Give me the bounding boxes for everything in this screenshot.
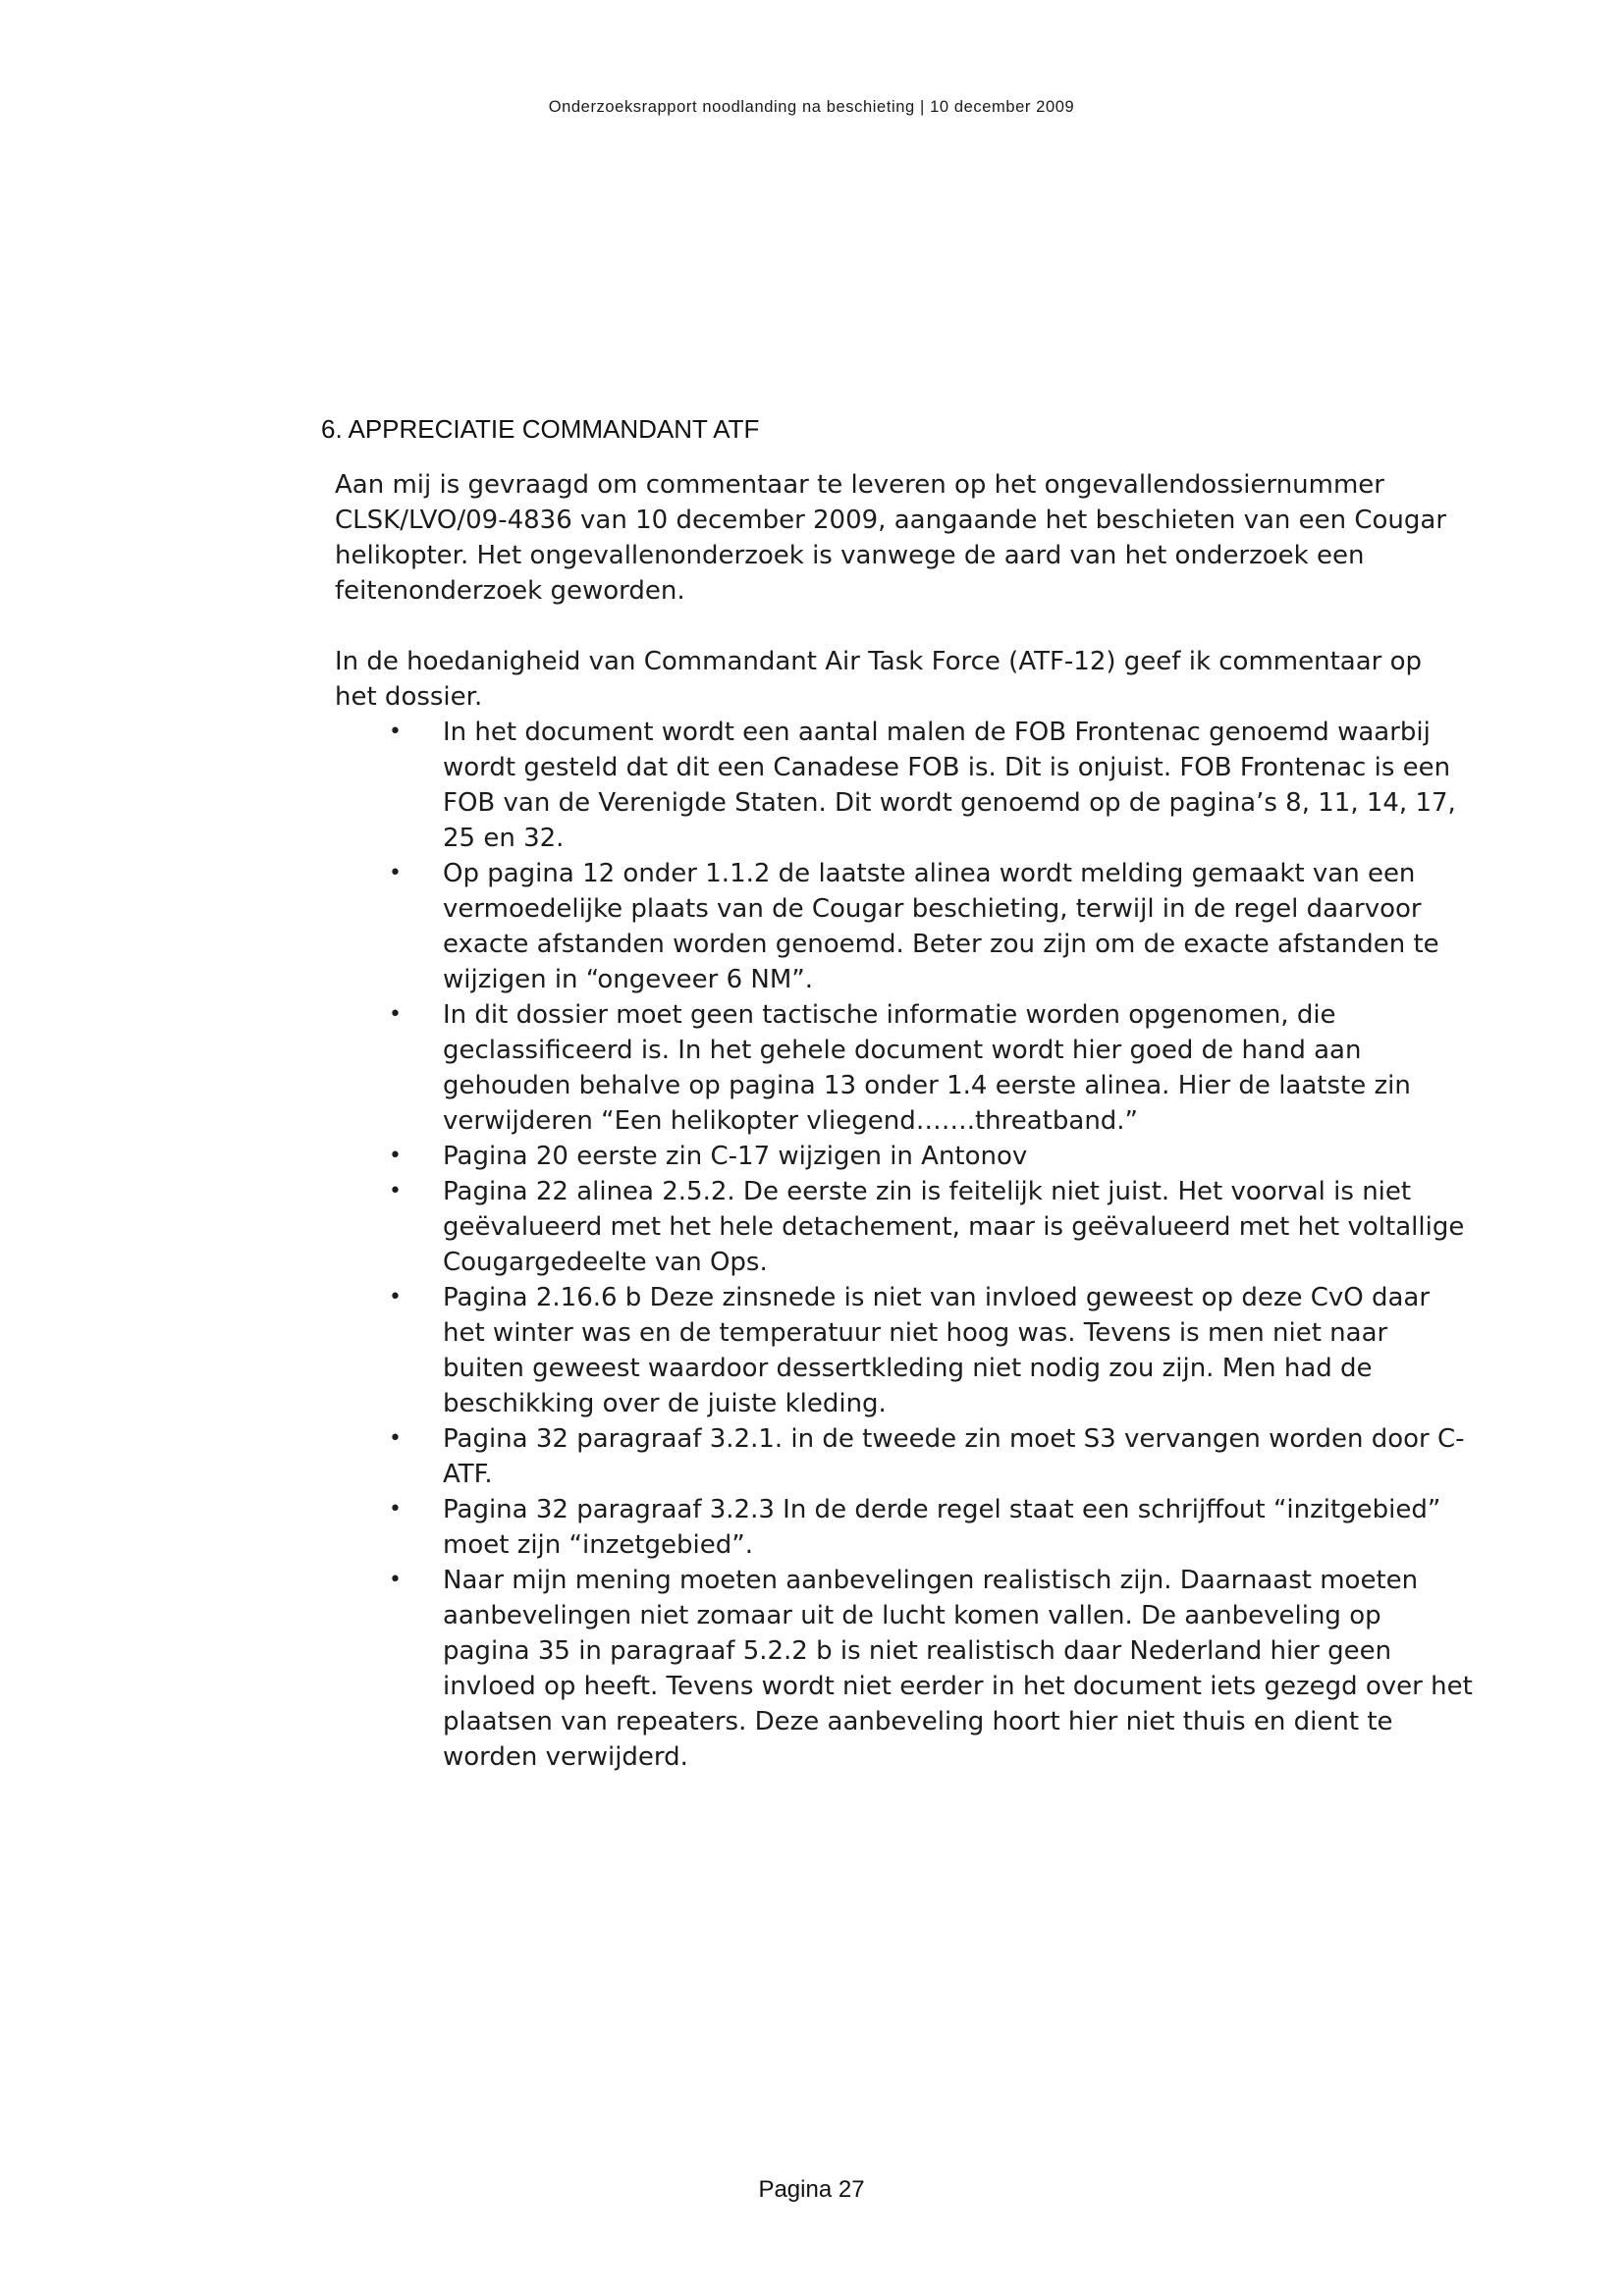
section-heading: 6. APPRECIATIE COMMANDANT ATF	[321, 414, 760, 444]
list-item-text: In het document wordt een aantal malen de FOB Frontenac genoemd waarbij wordt gesteld dat dit een Canadese FOB is. Dit is onjuist. FOB Frontenac is een FOB van de Verenigde Staten. Dit wordt genoemd op de pagina’s 8, 11, 14, 17, 25 en 32.	[443, 718, 1456, 853]
bullet-icon: •	[389, 1144, 402, 1168]
list-item	[335, 1139, 1474, 1174]
list-item	[335, 1563, 1474, 1775]
intro-paragraph: Aan mij is gevraagd om commentaar te leveren op het ongevallendossiernummer CLSK/LVO/09-4836 van 10 december 2009, aangaande het beschieten van een Cougar helikopter. Het ongevallenonderzoek is vanwege de aard van het onderzoek een feitenonderzoek geworden.	[335, 470, 1447, 606]
bullet-icon: •	[389, 1426, 402, 1451]
list-item	[335, 1174, 1474, 1280]
comment-list	[335, 715, 1474, 1775]
list-item	[335, 1280, 1474, 1421]
running-header: Onderzoeksrapport noodlanding na beschieting | 10 december 2009	[548, 98, 1075, 116]
list-item	[335, 1421, 1474, 1492]
list-item	[335, 856, 1474, 997]
list-item-text: Op pagina 12 onder 1.1.2 de laatste alinea wordt melding gemaakt van een vermoedelijke plaats van de Cougar beschieting, terwijl in de regel daarvoor exacte afstanden worden genoemd. Beter zou zijn om de exacte afstanden te wijzigen in “ongeveer 6 NM”.	[443, 859, 1439, 994]
page-number: Pagina 27	[758, 2176, 865, 2203]
context-paragraph: In de hoedanigheid van Commandant Air Task Force (ATF-12) geef ik commentaar op het dossier.	[335, 647, 1423, 712]
list-item-text: In dit dossier moet geen tactische informatie worden opgenomen, die geclassificeerd is. In het gehele document wordt hier goed de hand aan gehouden behalve op pagina 13 onder 1.4 eerste alinea. Hier de laatste zin verwijderen “Een helikopter vliegend…….threatband.”	[443, 1000, 1411, 1136]
list-item	[335, 997, 1474, 1139]
list-item-text: Pagina 22 alinea 2.5.2. De eerste zin is feitelijk niet juist. Het voorval is niet geëvalueerd met het hele detachement, maar is geëvalueerd met het voltallige Cougargedeelte van Ops.	[443, 1177, 1465, 1277]
bullet-icon: •	[389, 861, 402, 885]
list-item-text: Pagina 32 paragraaf 3.2.3 In de derde regel staat een schrijffout “inzitgebied” moet zijn “inzetgebied”.	[443, 1495, 1441, 1560]
bullet-icon: •	[389, 1285, 402, 1309]
bullet-icon: •	[389, 1568, 402, 1592]
bullet-icon: •	[389, 1179, 402, 1203]
bullet-icon: •	[389, 720, 402, 744]
list-item-text: Pagina 32 paragraaf 3.2.1. in de tweede zin moet S3 vervangen worden door C-ATF.	[443, 1424, 1465, 1489]
bullet-icon: •	[389, 1002, 402, 1027]
list-item-text: Pagina 20 eerste zin C-17 wijzigen in Antonov	[443, 1142, 1028, 1171]
list-item	[335, 715, 1474, 856]
bullet-icon: •	[389, 1497, 402, 1522]
list-item-text: Pagina 2.16.6 b Deze zinsnede is niet van invloed geweest op deze CvO daar het winter was en de temperatuur niet hoog was. Tevens is men niet naar buiten geweest waardoor dessertkleding niet nodig zou zijn. Men had de beschikking over de juiste kleding.	[443, 1283, 1431, 1418]
list-item-text: Naar mijn mening moeten aanbevelingen realistisch zijn. Daarnaast moeten aanbevelingen niet zomaar uit de lucht komen vallen. De aanbeveling op pagina 35 in paragraaf 5.2.2 b is niet realistisch daar Nederland hier geen invloed op heeft. Tevens wordt niet eerder in het document iets gezegd over het plaatsen van repeaters. Deze aanbeveling hoort hier niet thuis en dient te worden verwijderd.	[443, 1566, 1473, 1772]
list-item	[335, 1492, 1474, 1563]
